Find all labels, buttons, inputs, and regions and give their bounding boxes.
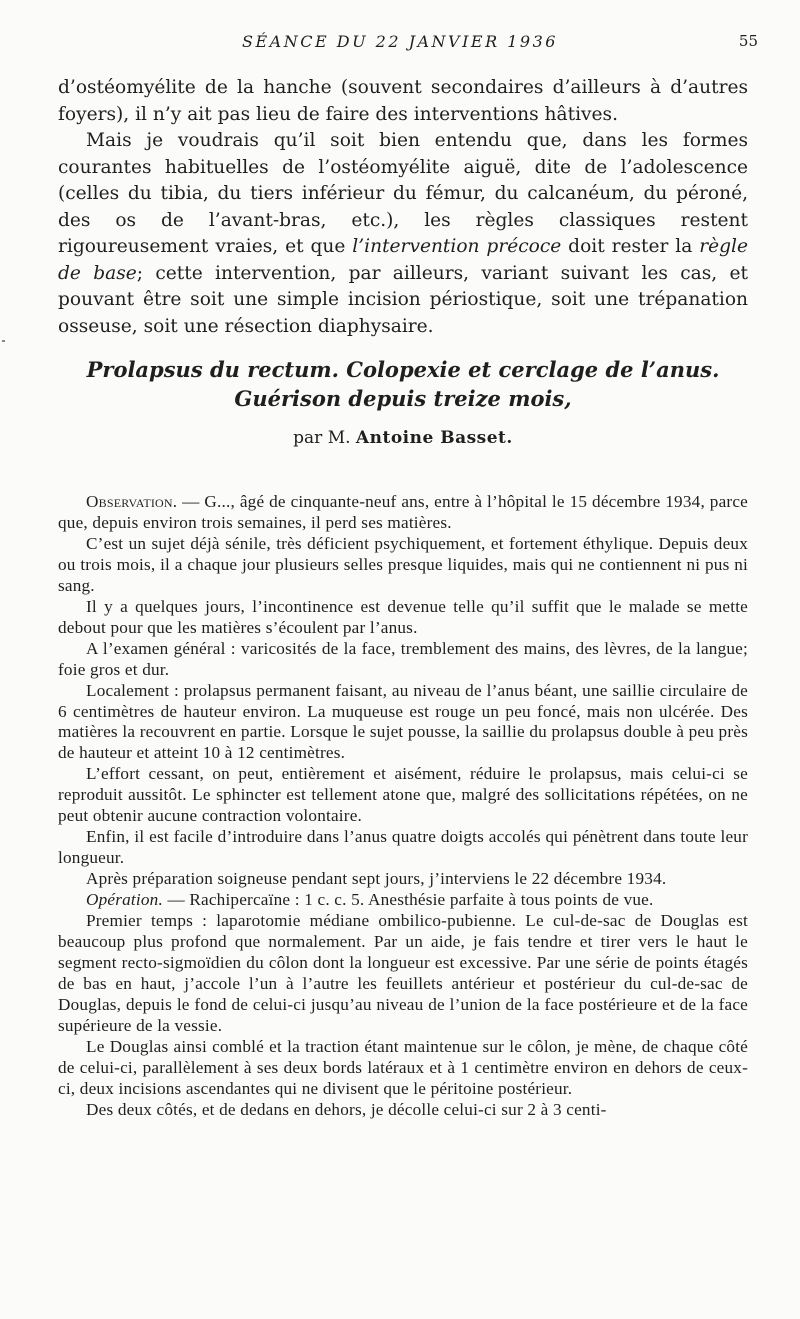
paragraph: Il y a quelques jours, l’incontinence est devenue telle qu’il suffit que le malade se mette debout pour que les matières s’écoulent par l’anus.: [58, 596, 748, 637]
text-run: ; cette intervention, par ailleurs, variant suivant les cas, et pouvant être soit une simple incision périostique, soit une trépanation osseuse, soit une résection diaphysaire.: [58, 262, 748, 337]
article-title-line: Prolapsus du rectum. Colopexie et cerclage de l’anus.: [86, 357, 720, 382]
paragraph: [58, 492, 748, 534]
text-run: doit rester la: [561, 236, 700, 257]
text-run: Mais je voudrais qu’il soit bien entendu que, dans les formes courantes habituelles de l’ostéomyélite aiguë, dite de l’adolescence (celles du tibia, du tiers inférieur du fémur, du calcanéum, du péroné, des os de l’avant-bras, etc.), les règles classiques restent rigoureusement vraies, et que: [58, 130, 748, 257]
paragraph: Enfin, il est facile d’introduire dans l’anus quatre doigts accolés qui pénètrent dans toute leur longueur.: [58, 827, 748, 868]
byline-prefix: par M.: [293, 428, 351, 448]
paragraph: A l’examen général : varicosités de la face, tremblement des mains, des lèvres, de la langue; foie gros et dur.: [58, 638, 748, 679]
paragraph: Premier temps : laparotomie médiane ombilico-pubienne. Le cul-de-sac de Douglas est beaucoup plus profond que normalement. Par un aide, je fais tendre et tirer vers le haut le segment recto-sigmoïdien du côlon dont la longueur est excessive. Par une série de points étagés de bas en haut, j’accole l’un à l’autre les feuillets antérieur et postérieur du cul-de-sac de Douglas, depuis le fond de celui-ci jusqu’au niveau de l’union de la face postérieure et de la face supérieure de la vessie.: [58, 911, 748, 1035]
running-head: [0, 32, 800, 54]
paragraph: L’effort cessant, on peut, entièrement et aisément, réduire le prolapsus, mais celui-ci se reproduit aussitôt. Le sphincter est tellement atone que, malgré des sollicitations répétées, on ne peut obtenir aucune contraction volontaire.: [58, 764, 748, 826]
paragraph: [58, 890, 748, 911]
byline: [58, 428, 748, 448]
paragraph: Après préparation soigneuse pendant sept jours, j’interviens le 22 décembre 1934.: [86, 869, 667, 889]
paragraph: [58, 128, 748, 340]
paragraph: d’ostéomyélite de la hanche (souvent secondaires d’ailleurs à d’autres foyers), il n’y ait pas lieu de faire des interventions hâtives.: [58, 77, 748, 125]
running-title: SÉANCE DU 22 JANVIER 1936: [242, 32, 558, 51]
emphasis: règle de base: [58, 236, 748, 284]
continued-text: [58, 75, 748, 340]
article-title: [58, 355, 748, 413]
text-run: — G..., âgé de cinquante-neuf ans, entre à l’hôpital le 15 décembre 1934, parce que, depuis environ trois semaines, il perd ses matières.: [58, 492, 748, 532]
page-number: 55: [738, 32, 758, 50]
section-label: Opération.: [86, 890, 163, 910]
paragraph: C’est un sujet déjà sénile, très déficient psychiquement, et fortement éthylique. Depuis deux ou trois mois, il a chaque jour plusieurs selles presque liquides, mais qui ne contiennent ni pus ni sang.: [58, 533, 748, 595]
article-title-line: Guérison depuis treize mois,: [234, 386, 572, 411]
observation-text: [58, 492, 748, 1121]
author-name: Antoine Basset.: [355, 428, 513, 448]
margin-mark: [2, 340, 5, 342]
paragraph: Le Douglas ainsi comblé et la traction étant maintenue sur le côlon, je mène, de chaque côté de celui-ci, parallèlement à ses deux bords latéraux et à 1 centimètre environ en dehors de ceux-ci, deux incisions ascendantes qui ne divisent que le péritoine postérieur.: [58, 1036, 748, 1098]
paragraph: Localement : prolapsus permanent faisant, au niveau de l’anus béant, une saillie circulaire de 6 centimètres de hauteur environ. La muqueuse est rouge un peu foncé, mais non ulcérée. Des matières la recouvrent en partie. Lorsque le sujet pousse, la saillie du prolapsus double à peu près de hauteur et atteint 10 à 12 centimètres.: [58, 680, 748, 763]
text-run: — Rachipercaïne : 1 c. c. 5. Anesthésie parfaite à tous points de vue.: [162, 890, 654, 910]
paragraph: Des deux côtés, et de dedans en dehors, je décolle celui-ci sur 2 à 3 centi-: [86, 1099, 607, 1119]
emphasis: l’intervention précoce: [352, 236, 562, 257]
section-label: Observation.: [86, 492, 178, 511]
